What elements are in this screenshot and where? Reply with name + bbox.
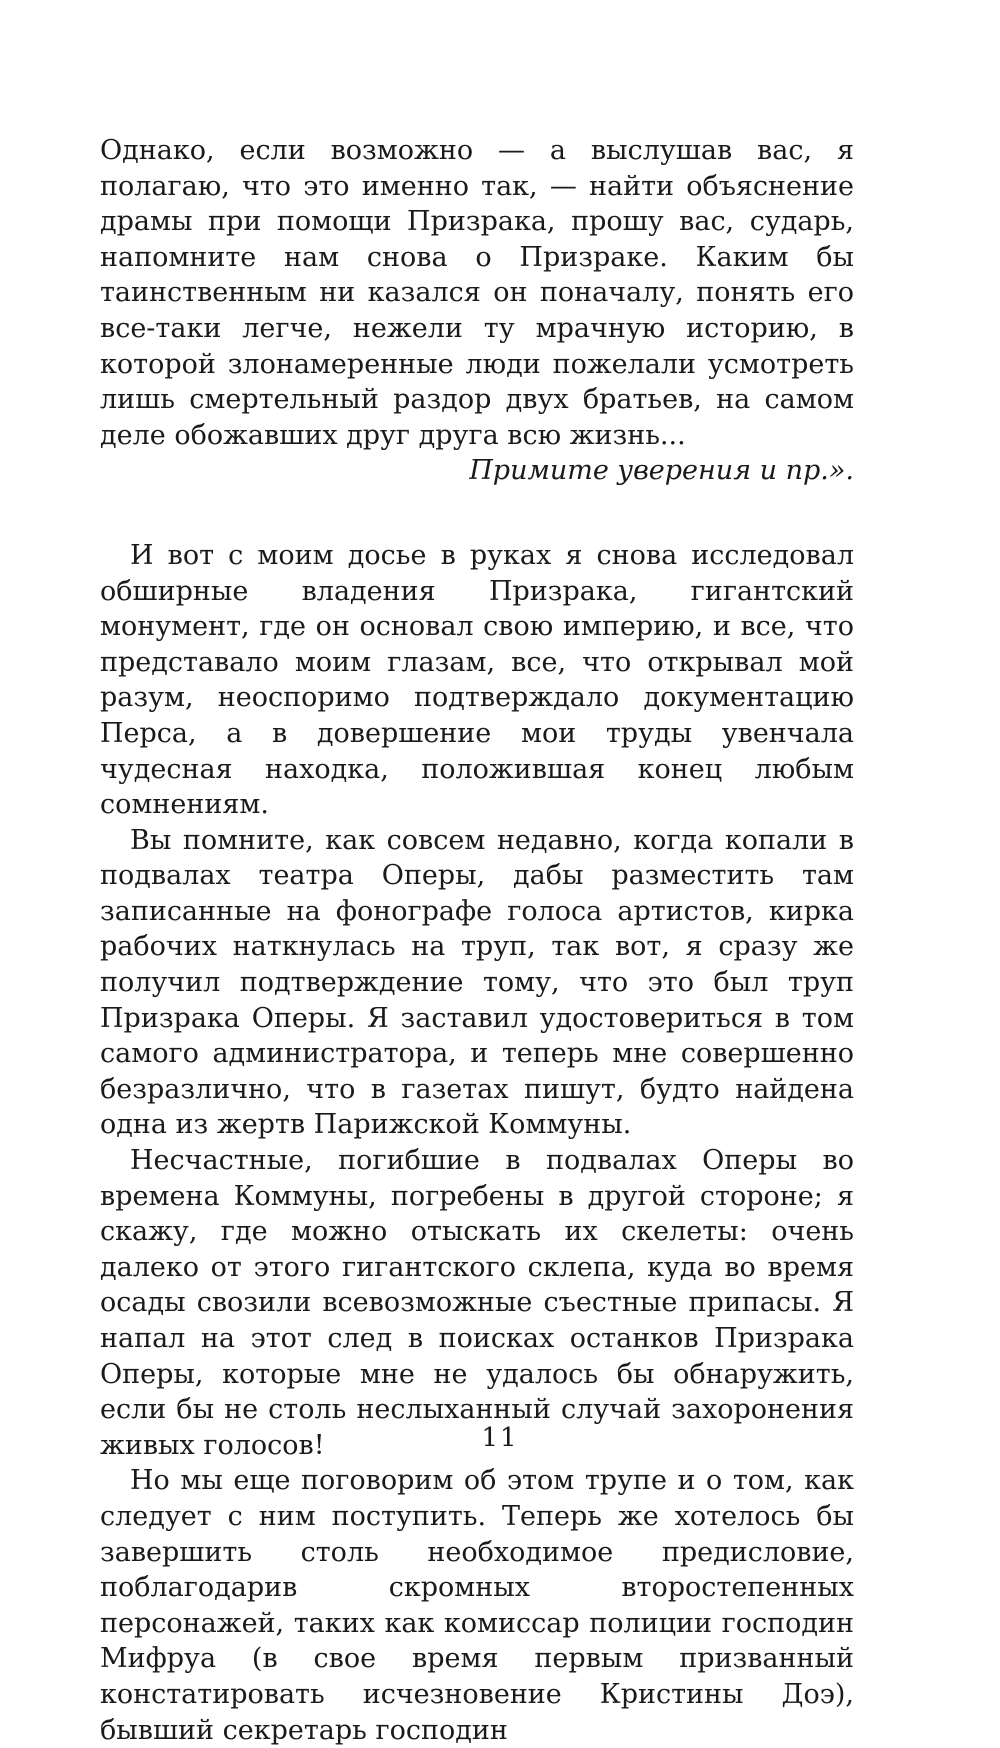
- section-gap: [100, 489, 854, 538]
- paragraph-preface-end: Но мы еще поговорим об этом трупе и о том, как следует с ним поступить. Теперь же хотелось бы завершить столь необходимое предисловие, поблагодарив скромных второстепенных персонажей, таких как комиссар полиции господин Мифруа (в свое время первым призванный констатировать исчезновение Кристины Доэ), бывший секретарь господин: [100, 1465, 854, 1746]
- paragraph-corpse-found: Вы помните, как совсем недавно, когда копали в подвалах театра Оперы, дабы разместить там записанные на фонографе голоса артистов, кирка рабочих наткнулась на труп, так вот, я сразу же получил подтверждение тому, что это был труп Призрака Оперы. Я заставил удостовериться в том самого администратора, и теперь мне совершенно безразлично, что в газетах пишут, будто найдена одна из жертв Парижской Коммуны.: [100, 824, 854, 1141]
- letter-signature: Примите уверения и пр.».: [469, 455, 854, 487]
- page-number: 11: [481, 1423, 519, 1453]
- letter-closing-paragraph: Однако, если возможно — а выслушав вас, я полагаю, что это именно так, — найти объяснение драмы при помощи Призрака, прошу вас, сударь, напомните нам снова о Призраке. Каким бы таинственным ни казался он поначалу, понять его все-таки легче, нежели ту мрачную историю, в которой злонамеренные люди пожелали усмотреть лишь смертельный раздор двух братьев, на самом деле обожавших друг друга всю жизнь...: [100, 135, 854, 451]
- paragraph-dossier: И вот с моим досье в руках я снова исследовал обширные владения Призрака, гигантский монумент, где он основал свою империю, и все, что представало моим глазам, все, что открывал мой разум, неоспоримо подтверждало документацию Перса, а в довершение мои труды увенчала чудесная находка, положившая конец любым сомнениям.: [100, 539, 854, 821]
- paragraph-commune-victims: Несчастные, погибшие в подвалах Оперы во времена Коммуны, погребены в другой стороне; я скажу, где можно отыскать их скелеты: очень далеко от этого гигантского склепа, куда во время осады свозили всевозможные съестные припасы. Я напал на этот след в поисках останков Призрака Оперы, которые мне не удалось бы обнаружить, если бы не столь неслыханный случай захоронения живых голосов!: [100, 1145, 854, 1461]
- page-body: [100, 133, 854, 1748]
